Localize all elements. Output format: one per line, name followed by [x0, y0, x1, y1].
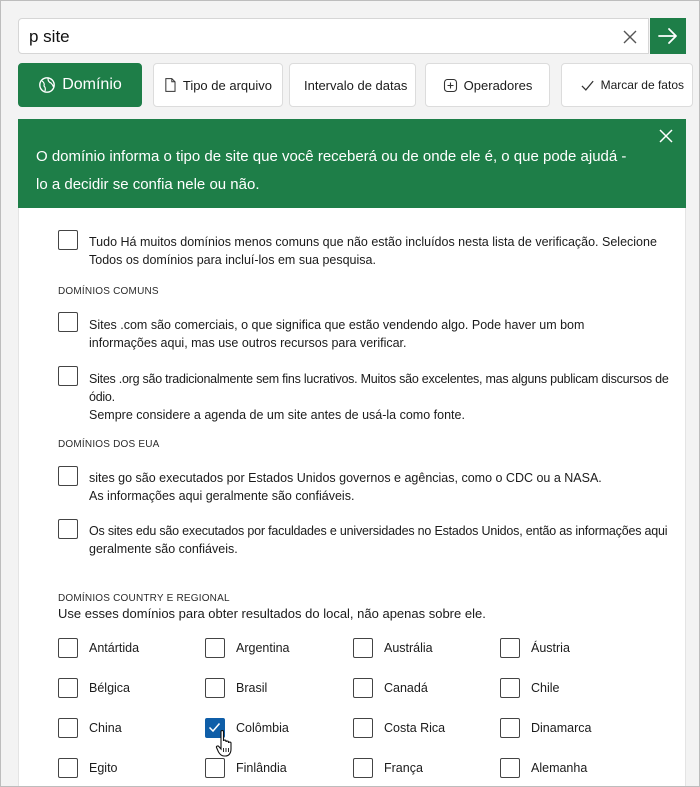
country-checkbox-costa-rica[interactable]: [353, 718, 373, 738]
filter-file-type-button[interactable]: [153, 63, 283, 107]
country-label: França: [384, 761, 423, 775]
arrow-right-icon: [657, 25, 679, 47]
edu-domain-checkbox[interactable]: [58, 519, 78, 539]
country-label: Áustria: [531, 641, 570, 655]
country-checkbox-austria[interactable]: [500, 638, 520, 658]
option-description: sites go são executados por Estados Unidos governos e agências, como o CDC ou a NASA. As informações aqui geralmente são confiáveis.: [89, 471, 602, 503]
country-label: Egito: [89, 761, 118, 775]
country-checkbox-antartida[interactable]: [58, 638, 78, 658]
section-subtitle: Use esses domínios para obter resultados do local, não apenas sobre ele.: [58, 606, 486, 621]
checkmark-icon: [580, 78, 595, 93]
country-label: China: [89, 721, 122, 735]
country-label: Finlândia: [236, 761, 287, 775]
country-label: Bélgica: [89, 681, 130, 695]
country-checkbox-brasil[interactable]: [205, 678, 225, 698]
country-label: Chile: [531, 681, 560, 695]
country-label: Canadá: [384, 681, 428, 695]
country-checkbox-alemanha[interactable]: [500, 758, 520, 778]
country-checkbox-dinamarca[interactable]: [500, 718, 520, 738]
filter-fact-check-button[interactable]: [561, 63, 693, 107]
country-checkbox-chile[interactable]: [500, 678, 520, 698]
plus-box-icon: [443, 78, 458, 93]
file-icon: [164, 77, 177, 93]
country-checkbox-australia[interactable]: [353, 638, 373, 658]
country-label: Brasil: [236, 681, 268, 695]
country-checkbox-colombia[interactable]: [205, 718, 225, 738]
close-icon: [622, 29, 638, 45]
country-label: Colômbia: [236, 721, 289, 735]
country-label: Argentina: [236, 641, 290, 655]
domain-info-banner: [18, 119, 686, 208]
gov-domain-checkbox[interactable]: [58, 466, 78, 486]
domain-options-panel: [18, 208, 686, 787]
option-description: Os sites edu são executados por faculdades e universidades no Estados Unidos, então as informações aqui geralmente são confiáveis.: [89, 524, 668, 556]
all-domains-checkbox[interactable]: [58, 230, 78, 250]
country-checkbox-canada[interactable]: [353, 678, 373, 698]
filter-label: Operadores: [463, 77, 533, 93]
banner-text: O domínio informa o tipo de site que você receberá ou de onde ele é, o que pode ajudá -lo a decidir se confia nele ou não.: [36, 148, 627, 193]
filter-domain-button[interactable]: [18, 63, 142, 107]
filter-label: Domínio: [62, 76, 122, 93]
country-checkbox-belgica[interactable]: [58, 678, 78, 698]
filter-label: Marcar de fatos: [600, 78, 684, 92]
filter-operators-button[interactable]: [425, 63, 550, 107]
filter-date-range-button[interactable]: [289, 63, 416, 107]
section-title-country: DOMÍNIOS COUNTRY E REGIONAL: [58, 593, 230, 604]
checkmark-icon: [206, 719, 223, 736]
country-checkbox-argentina[interactable]: [205, 638, 225, 658]
search-input[interactable]: [29, 25, 609, 49]
country-checkbox-china[interactable]: [58, 718, 78, 738]
country-label: Antártida: [89, 641, 140, 655]
country-label: Alemanha: [531, 761, 588, 775]
option-description: Sites .com são comerciais, o que significa que estão vendendo algo. Pode haver um bom informações aqui, mas use outros recursos para verificar.: [89, 318, 585, 350]
option-description: Sites .org são tradicionalmente sem fins lucrativos. Muitos são excelentes, mas alguns publicam discursos de ódio. Sempre considere a agenda de um site antes de usá-la como fonte.: [89, 372, 669, 422]
section-title-us: DOMÍNIOS DOS EUA: [58, 439, 160, 450]
country-checkbox-finlandia[interactable]: [205, 758, 225, 778]
country-checkbox-franca[interactable]: [353, 758, 373, 778]
country-label: Dinamarca: [531, 721, 592, 735]
filter-label: Tipo de arquivo: [182, 77, 272, 93]
country-label: Austrália: [384, 641, 433, 655]
section-title-common: DOMÍNIOS COMUNS: [58, 286, 159, 297]
close-icon: [658, 128, 674, 144]
filter-label: Intervalo de datas: [304, 77, 408, 93]
country-label: Costa Rica: [384, 721, 446, 735]
com-domain-checkbox[interactable]: [58, 312, 78, 332]
globe-icon: [38, 76, 56, 94]
search-box: [18, 18, 649, 54]
banner-close-button[interactable]: [654, 124, 678, 148]
search-submit-button[interactable]: [650, 18, 686, 54]
option-description: Tudo Há muitos domínios menos comuns que não estão incluídos nesta lista de verificação. Selecione Todos os domínios para incluí-los em sua pesquisa.: [89, 235, 657, 267]
org-domain-checkbox[interactable]: [58, 366, 78, 386]
country-checkbox-egito[interactable]: [58, 758, 78, 778]
clear-search-button[interactable]: [618, 25, 642, 49]
